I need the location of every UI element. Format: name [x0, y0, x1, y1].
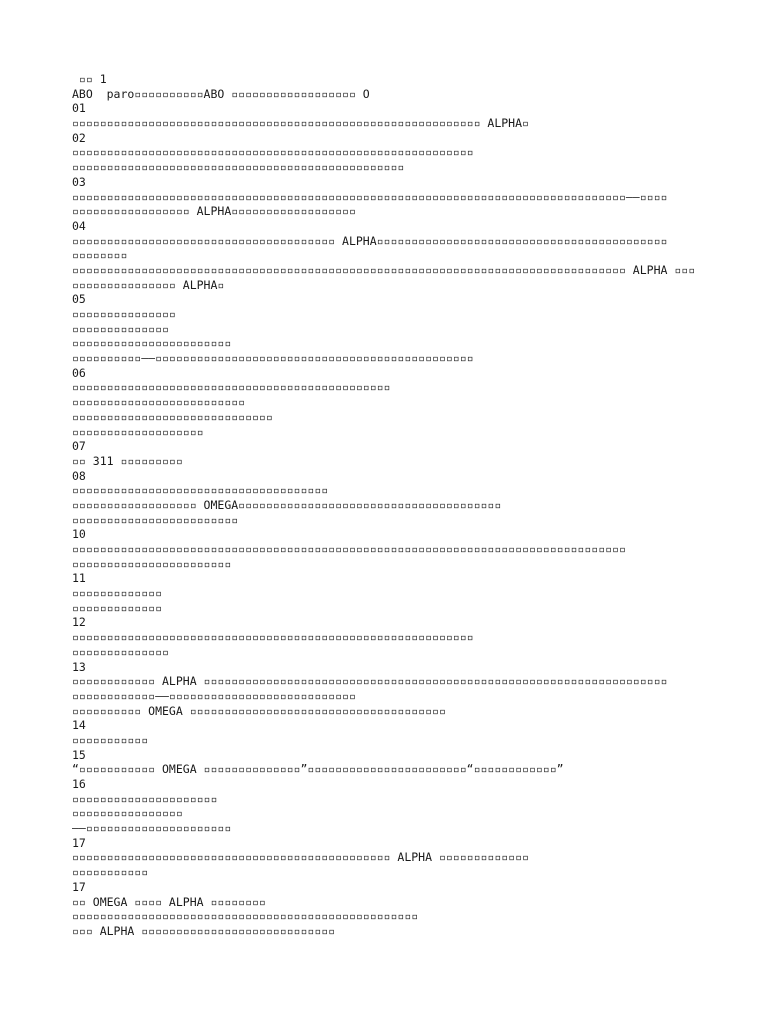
text-line: ▫▫▫▫▫▫▫▫▫▫▫▫▫▫▫▫▫▫▫▫▫▫▫▫▫▫▫▫▫▫▫▫▫▫▫▫▫▫▫▫▫▫▫▫▫▫▫▫▫▫▫▫▫▫▫▫▫▫▫ ALPHA▫: [72, 116, 529, 131]
text-line: ▫▫▫▫▫▫▫▫: [72, 248, 128, 263]
text-line: ▫▫▫▫▫▫▫▫▫▫▫▫▫▫▫▫▫▫▫▫▫: [72, 791, 218, 806]
section-number: 02: [72, 130, 86, 145]
text-line: ▫▫▫▫▫▫▫▫▫▫▫▫▫▫▫▫▫▫▫▫▫▫▫▫▫▫▫▫▫▫▫▫▫▫▫▫▫▫▫▫▫▫▫▫▫▫▫▫▫▫▫▫▫▫▫▫▫▫▫▫▫▫▫▫▫▫▫▫▫▫▫▫▫▫▫▫▫▫▫▫: [72, 542, 626, 556]
text-line: ▫▫▫▫▫▫▫▫▫▫▫▫▫▫▫▫▫▫▫▫▫▫▫▫: [72, 512, 239, 527]
text-line: ▫▫▫▫▫▫▫▫▫▫▫▫▫▫▫▫▫▫▫▫▫▫▫▫▫▫▫▫▫▫▫▫▫▫▫▫▫▫ ALPHA▫▫▫▫▫▫▫▫▫▫▫▫▫▫▫▫▫▫▫▫▫▫▫▫▫▫▫▫▫▫▫▫▫▫▫▫▫▫▫▫▫▫: [72, 233, 668, 248]
text-line: ABO paro▫▫▫▫▫▫▫▫▫▫ABO ▫▫▫▫▫▫▫▫▫▫▫▫▫▫▫▫▫▫ O: [72, 86, 370, 101]
text-line: ▫▫▫▫▫▫▫▫▫▫ OMEGA ▫▫▫▫▫▫▫▫▫▫▫▫▫▫▫▫▫▫▫▫▫▫▫▫▫▫▫▫▫▫▫▫▫▫▫▫▫: [72, 703, 446, 718]
section-number: 15: [72, 747, 86, 762]
text-line: ▫▫ OMEGA ▫▫▫▫ ALPHA ▫▫▫▫▫▫▫▫: [72, 894, 266, 909]
text-line: ▫▫▫▫▫▫▫▫▫▫▫▫▫▫▫▫▫▫ OMEGA▫▫▫▫▫▫▫▫▫▫▫▫▫▫▫▫▫▫▫▫▫▫▫▫▫▫▫▫▫▫▫▫▫▫▫▫▫▫: [72, 497, 502, 512]
text-line: ▫▫▫ ALPHA ▫▫▫▫▫▫▫▫▫▫▫▫▫▫▫▫▫▫▫▫▫▫▫▫▫▫▫▫: [72, 923, 336, 938]
text-line: ▫▫▫▫▫▫▫▫▫▫▫▫▫▫▫▫: [72, 806, 183, 821]
text-line: ▫▫▫▫▫▫▫▫▫▫▫▫——▫▫▫▫▫▫▫▫▫▫▫▫▫▫▫▫▫▫▫▫▫▫▫▫▫▫▫: [72, 688, 356, 703]
text-line: ▫▫▫▫▫▫▫▫▫▫▫▫▫▫▫▫▫▫▫▫▫▫▫▫▫▫▫▫▫▫▫▫▫▫▫▫▫▫▫▫▫▫▫▫▫▫▫▫▫▫: [72, 909, 419, 924]
section-number: 04: [72, 218, 86, 233]
text-line: ▫▫▫▫▫▫▫▫▫▫▫▫▫▫▫▫▫▫▫▫▫▫▫: [72, 556, 232, 571]
text-line: ▫▫▫▫▫▫▫▫▫▫▫▫▫▫▫▫▫▫▫▫▫▫▫▫▫▫▫▫▫▫▫▫▫▫▫▫▫▫▫▫▫▫▫▫▫▫▫▫▫▫▫▫▫▫▫▫▫▫▫▫▫▫▫▫▫▫▫▫▫▫▫▫▫▫▫▫▫▫▫▫ ALPHA ▫▫▫: [72, 262, 696, 277]
text-line: ▫▫▫▫▫▫▫▫▫▫▫▫▫▫▫▫▫▫▫▫▫▫▫▫▫▫▫▫▫▫▫▫▫▫▫▫▫▫▫▫▫▫▫▫▫▫▫▫▫▫▫▫▫▫▫▫▫▫▫▫▫▫▫▫▫▫▫▫▫▫▫▫▫▫▫▫▫▫▫▫——▫▫▫▫: [72, 189, 668, 204]
section-number: 06: [72, 365, 86, 380]
section-number: 14: [72, 718, 86, 733]
text-line: ▫▫▫▫▫▫▫▫▫▫▫▫▫▫▫ ALPHA▫: [72, 277, 225, 292]
text-line: ▫▫▫▫▫▫▫▫▫▫▫▫ ALPHA ▫▫▫▫▫▫▫▫▫▫▫▫▫▫▫▫▫▫▫▫▫▫▫▫▫▫▫▫▫▫▫▫▫▫▫▫▫▫▫▫▫▫▫▫▫▫▫▫▫▫▫▫▫▫▫▫▫▫▫▫▫▫▫▫▫▫▫: [72, 674, 668, 689]
text-line: ▫▫ 1: [72, 72, 107, 86]
section-number: 05: [72, 292, 86, 307]
text-line: ▫▫▫▫▫▫▫▫▫▫▫: [72, 732, 149, 747]
text-line: ▫▫▫▫▫▫▫▫▫▫▫▫▫▫▫▫▫▫▫▫▫▫▫▫▫▫▫▫▫▫▫▫▫▫▫▫▫▫▫▫▫▫▫▫▫▫: [72, 380, 391, 395]
text-line: ▫▫▫▫▫▫▫▫▫▫▫▫▫▫▫▫▫▫▫▫▫▫▫▫▫▫▫▫▫▫▫▫▫▫▫▫▫▫▫▫▫▫▫▫▫▫▫▫: [72, 160, 405, 175]
section-number: 17: [72, 835, 86, 850]
section-number: 12: [72, 615, 86, 630]
text-line: ▫▫▫▫▫▫▫▫▫▫▫▫▫▫▫▫▫▫▫▫▫▫▫▫▫: [72, 395, 246, 410]
text-line: ▫▫▫▫▫▫▫▫▫▫▫▫▫▫▫▫▫▫▫▫▫▫▫▫▫▫▫▫▫▫▫▫▫▫▫▫▫▫▫▫▫▫▫▫▫▫▫▫▫▫▫▫▫▫▫▫▫▫: [72, 145, 474, 160]
section-number: 01: [72, 101, 86, 116]
text-line: ▫▫▫▫▫▫▫▫▫▫▫▫▫▫: [72, 644, 169, 659]
text-line: ▫▫▫▫▫▫▫▫▫▫▫▫▫▫: [72, 321, 169, 336]
text-line: ▫▫ 311 ▫▫▫▫▫▫▫▫▫: [72, 453, 183, 468]
text-line: ▫▫▫▫▫▫▫▫▫▫——▫▫▫▫▫▫▫▫▫▫▫▫▫▫▫▫▫▫▫▫▫▫▫▫▫▫▫▫▫▫▫▫▫▫▫▫▫▫▫▫▫▫▫▫▫▫: [72, 351, 474, 366]
section-number: 13: [72, 659, 86, 674]
text-line: ▫▫▫▫▫▫▫▫▫▫▫▫▫: [72, 586, 163, 601]
section-number: 16: [72, 777, 86, 791]
section-number: 07: [72, 439, 86, 454]
text-line: ▫▫▫▫▫▫▫▫▫▫▫▫▫▫▫▫▫▫▫: [72, 424, 204, 439]
text-line: ▫▫▫▫▫▫▫▫▫▫▫▫▫▫▫▫▫▫▫▫▫▫▫▫▫▫▫▫▫▫▫▫▫▫▫▫▫: [72, 483, 329, 498]
text-line: ▫▫▫▫▫▫▫▫▫▫▫▫▫▫▫: [72, 307, 176, 321]
section-number: 08: [72, 468, 86, 483]
text-line: ——▫▫▫▫▫▫▫▫▫▫▫▫▫▫▫▫▫▫▫▫▫: [72, 821, 232, 836]
text-line: ▫▫▫▫▫▫▫▫▫▫▫▫▫▫▫▫▫▫▫▫▫▫▫▫▫▫▫▫▫▫▫▫▫▫▫▫▫▫▫▫▫▫▫▫▫▫ ALPHA ▫▫▫▫▫▫▫▫▫▫▫▫▫: [72, 850, 529, 865]
text-line: ▫▫▫▫▫▫▫▫▫▫▫▫▫▫▫▫▫▫▫▫▫▫▫: [72, 336, 232, 351]
section-number: 10: [72, 527, 86, 542]
text-line: ▫▫▫▫▫▫▫▫▫▫▫▫▫▫▫▫▫ ALPHA▫▫▫▫▫▫▫▫▫▫▫▫▫▫▫▫▫▫: [72, 204, 356, 219]
text-line: ▫▫▫▫▫▫▫▫▫▫▫▫▫▫▫▫▫▫▫▫▫▫▫▫▫▫▫▫▫: [72, 409, 273, 424]
text-line: ▫▫▫▫▫▫▫▫▫▫▫: [72, 865, 149, 880]
text-line: ▫▫▫▫▫▫▫▫▫▫▫▫▫: [72, 600, 163, 615]
section-number: 17: [72, 879, 86, 894]
section-number: 03: [72, 174, 86, 189]
document-page: [72, 72, 712, 939]
section-number: 11: [72, 571, 86, 586]
text-line: “▫▫▫▫▫▫▫▫▫▫▫ OMEGA ▫▫▫▫▫▫▫▫▫▫▫▫▫▫”▫▫▫▫▫▫▫▫▫▫▫▫▫▫▫▫▫▫▫▫▫▫▫“▫▫▫▫▫▫▫▫▫▫▫▫”: [72, 762, 564, 777]
text-line: ▫▫▫▫▫▫▫▫▫▫▫▫▫▫▫▫▫▫▫▫▫▫▫▫▫▫▫▫▫▫▫▫▫▫▫▫▫▫▫▫▫▫▫▫▫▫▫▫▫▫▫▫▫▫▫▫▫▫: [72, 630, 474, 645]
